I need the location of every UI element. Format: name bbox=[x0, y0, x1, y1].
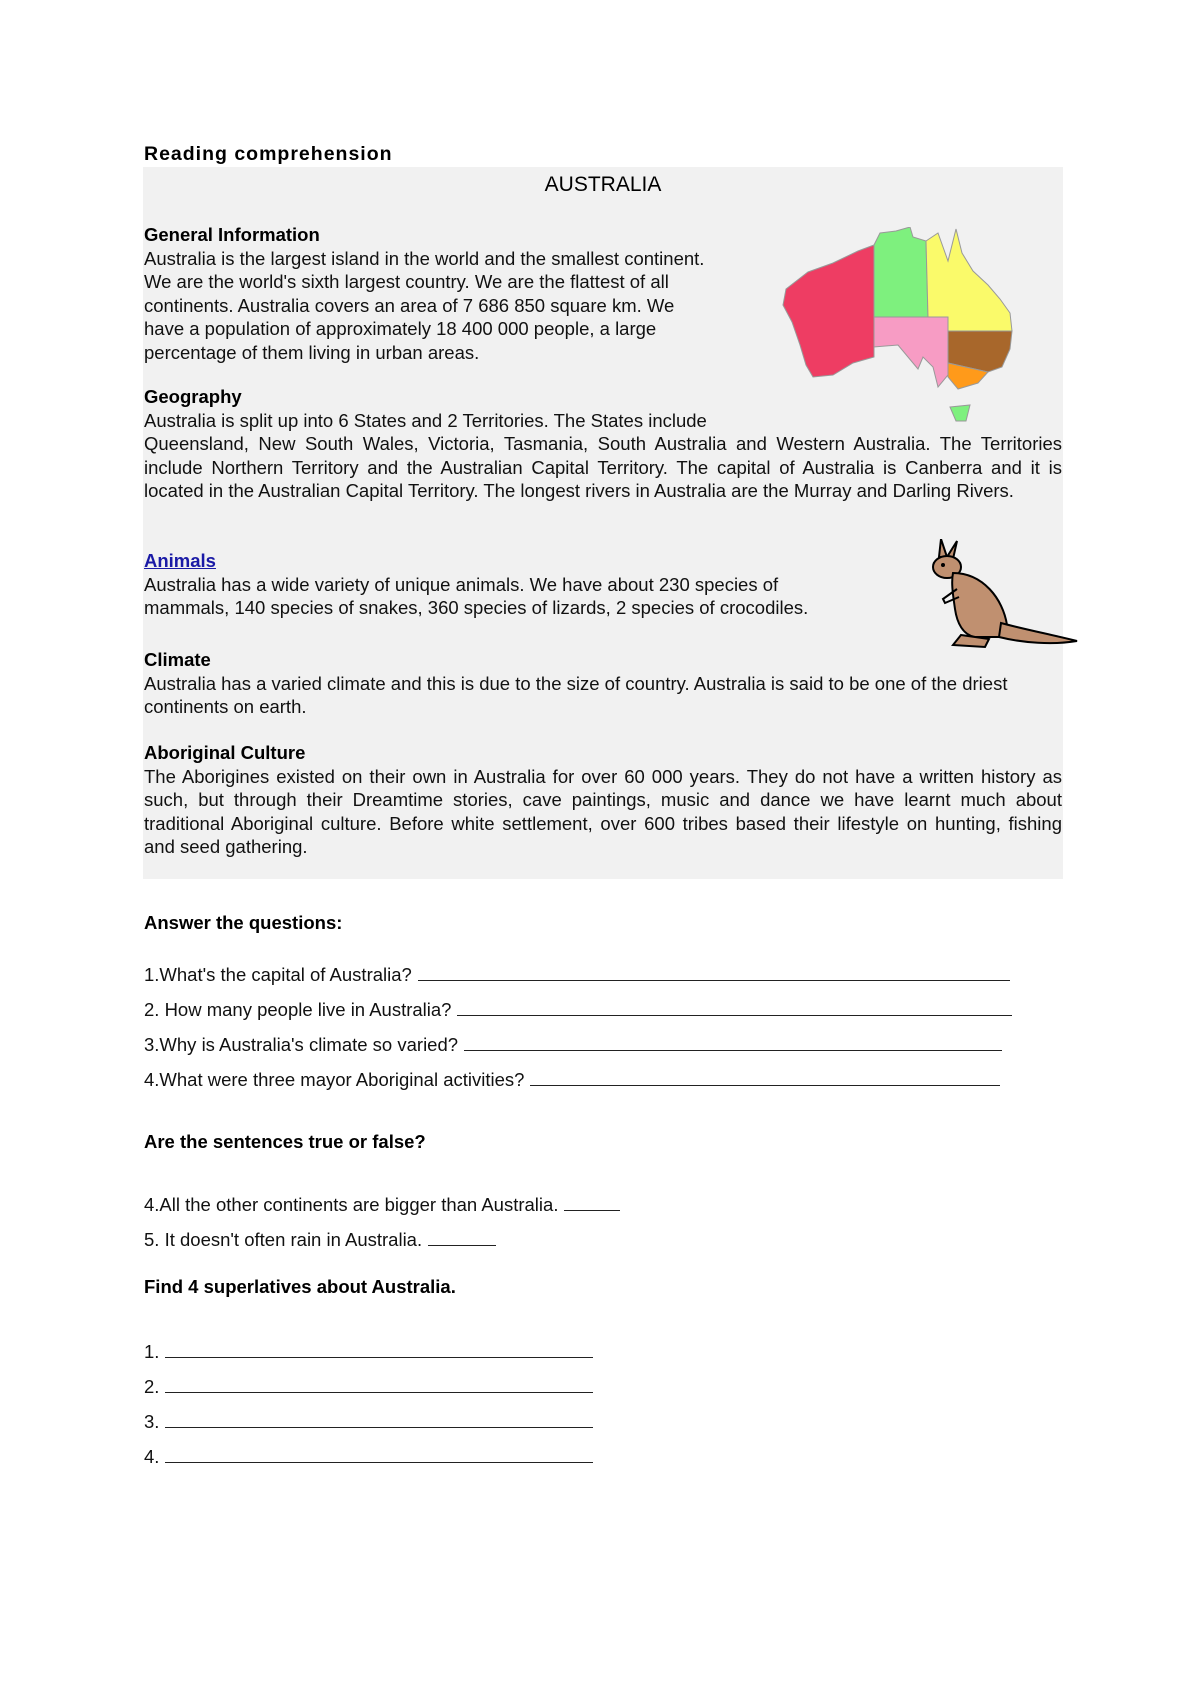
answer-blank[interactable] bbox=[530, 1068, 1000, 1086]
geography-text: Queensland, New South Wales, Victoria, Tasmania, South Australia and Western Australia. The Territories include Northern Territory and the Australian Capital Territory. The capital of Australia is Canberra and it is located in the Australian Capital Territory. The longest rivers in Australia are the Murray and Darling Rivers. bbox=[144, 433, 1062, 502]
kangaroo-eye bbox=[941, 563, 945, 567]
answer-blank[interactable] bbox=[464, 1033, 1002, 1051]
question-text: 3.Why is Australia's climate so varied? bbox=[144, 1034, 459, 1055]
answer-blank[interactable] bbox=[418, 963, 1010, 981]
answer-blank[interactable] bbox=[165, 1410, 593, 1428]
kangaroo-body bbox=[952, 573, 1007, 637]
superlative-number: 4. bbox=[144, 1446, 160, 1467]
map-western-australia bbox=[783, 245, 874, 377]
questions-heading: Answer the questions: bbox=[144, 912, 343, 933]
answer-blank[interactable] bbox=[165, 1445, 593, 1463]
answer-blank[interactable] bbox=[457, 998, 1012, 1016]
section-title-geography: Geography bbox=[144, 386, 242, 407]
general-line: We are the world's sixth largest country. We are the flattest of all bbox=[144, 271, 669, 293]
worksheet-heading: Reading comprehension bbox=[144, 143, 393, 165]
superlative-number: 2. bbox=[144, 1376, 160, 1397]
true-false-heading: Are the sentences true or false? bbox=[144, 1131, 426, 1152]
question-text: 1.What's the capital of Australia? bbox=[144, 964, 412, 985]
superlative-number: 3. bbox=[144, 1411, 160, 1432]
superlatives-heading: Find 4 superlatives about Australia. bbox=[144, 1276, 456, 1297]
question-item bbox=[144, 1033, 1002, 1056]
question-text: 2. How many people live in Australia? bbox=[144, 999, 452, 1020]
question-item bbox=[144, 963, 1010, 986]
general-text bbox=[144, 247, 704, 364]
question-item bbox=[144, 998, 1012, 1021]
kangaroo-ear-left bbox=[939, 539, 947, 557]
true-false-text: 4.All the other continents are bigger than Australia. bbox=[144, 1194, 559, 1215]
animals-line: mammals, 140 species of snakes, 360 species of lizards, 2 species of crocodiles. bbox=[144, 597, 809, 619]
section-title-general: General Information bbox=[144, 224, 320, 245]
australia-map-icon bbox=[778, 227, 1028, 422]
map-northern-territory bbox=[874, 227, 928, 317]
map-tasmania bbox=[950, 405, 970, 421]
question-text: 4.What were three mayor Aboriginal activities? bbox=[144, 1069, 525, 1090]
question-item bbox=[144, 1068, 1000, 1091]
true-false-item bbox=[144, 1193, 620, 1216]
general-line: have a population of approximately 18 400 000 people, a large bbox=[144, 318, 657, 340]
kangaroo-tail bbox=[999, 623, 1077, 643]
section-title-animals[interactable]: Animals bbox=[144, 550, 216, 571]
true-false-item bbox=[144, 1228, 496, 1251]
section-title-culture: Aboriginal Culture bbox=[144, 742, 306, 763]
superlative-item bbox=[144, 1445, 593, 1468]
climate-text: Australia has a varied climate and this is due to the size of country. Australia is said to be one of the driest continents on earth. bbox=[144, 673, 1008, 718]
general-line: Australia is the largest island in the world and the smallest continent. bbox=[144, 248, 705, 269]
map-south-australia bbox=[874, 317, 948, 387]
animals-line: Australia has a wide variety of unique animals. We have about 230 species of bbox=[144, 574, 779, 595]
australia-map bbox=[778, 227, 1028, 422]
superlative-item bbox=[144, 1375, 593, 1398]
reading-box bbox=[143, 167, 1063, 879]
true-false-text: 5. It doesn't often rain in Australia. bbox=[144, 1229, 423, 1250]
general-line: percentage of them living in urban areas. bbox=[144, 341, 480, 363]
kangaroo-image bbox=[923, 539, 1078, 651]
answer-blank[interactable] bbox=[165, 1340, 593, 1358]
animals-text bbox=[144, 573, 808, 620]
general-line: continents. Australia covers an area of 7 686 850 square km. We bbox=[144, 294, 675, 316]
superlative-item bbox=[144, 1410, 593, 1433]
superlative-number: 1. bbox=[144, 1341, 160, 1362]
map-queensland bbox=[926, 229, 1012, 331]
kangaroo-icon bbox=[923, 539, 1078, 651]
answer-blank[interactable] bbox=[564, 1193, 620, 1211]
reading-title: AUSTRALIA bbox=[544, 173, 662, 196]
answer-blank[interactable] bbox=[165, 1375, 593, 1393]
section-title-climate: Climate bbox=[144, 649, 211, 670]
answer-blank[interactable] bbox=[428, 1228, 496, 1246]
culture-text: The Aborigines existed on their own in Australia for over 60 000 years. They do not have a written history as such, but through their Dreamtime stories, cave paintings, music and dance we have learnt much about traditional Aboriginal culture. Before white settlement, over 600 tribes based their lifestyle on hunting, fishing and seed gathering. bbox=[144, 766, 1062, 858]
superlative-item bbox=[144, 1340, 593, 1363]
geography-first-line: Australia is split up into 6 States and 2 Territories. The States include bbox=[144, 410, 707, 431]
